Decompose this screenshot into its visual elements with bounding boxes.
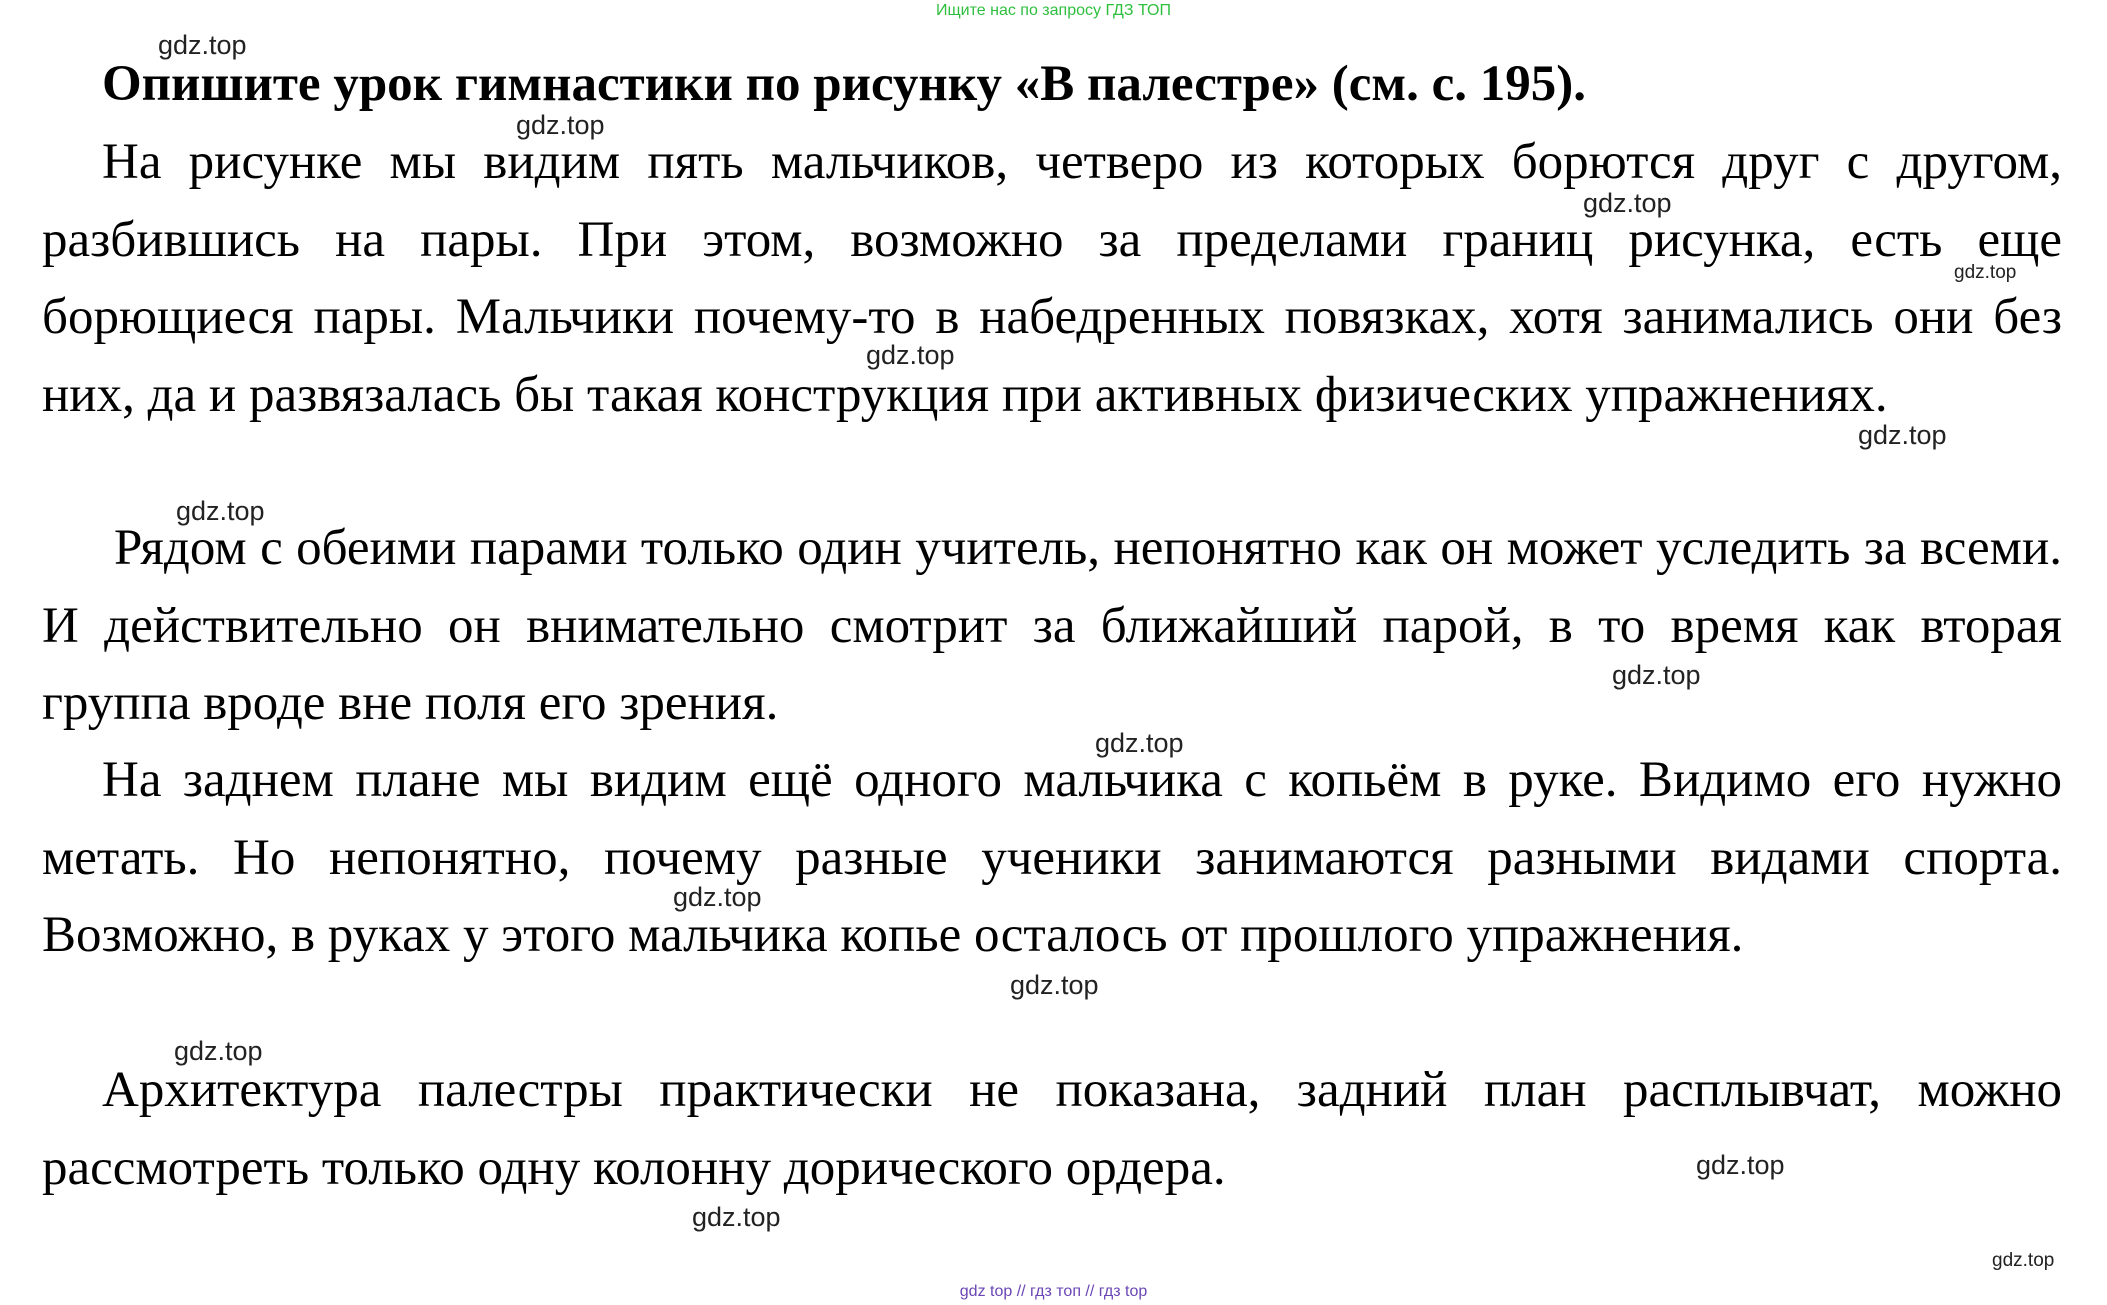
watermark: gdz.top [866, 340, 955, 370]
paragraph-4: Архитектура палестры практически не показана, задний план расплывчат, можно рассмотреть только одну колонну дорического ордера. [42, 1062, 2062, 1196]
watermark: gdz.top [1954, 262, 2017, 283]
watermark: gdz.top [673, 882, 762, 912]
watermark: gdz.top [1612, 660, 1701, 690]
bottom-banner: gdz top // гдз топ // гдз top [959, 1283, 1148, 1300]
watermark: gdz.top [176, 496, 265, 526]
page-title: Опишите урок гимнастики по рисунку «В палестре» (см. с. 195). [102, 56, 1586, 112]
watermark: gdz.top [516, 110, 605, 140]
paragraph-2: Рядом с обеими парами только один учитель, непонятно как он может уследить за всеми. И действительно он внимательно смотрит за ближайший парой, в то время как вторая группа вроде вне поля его зрения. [42, 520, 2062, 731]
watermark: gdz.top [174, 1036, 263, 1066]
paragraph-3: На заднем плане мы видим ещё одного мальчика с копьём в руке. Видимо его нужно метать. Но непонятно, почему разные ученики занимаются разными видами спорта. Возможно, в руках у этого мальчика копье осталось от прошлого упражнения. [42, 752, 2062, 963]
watermark: gdz.top [692, 1202, 781, 1232]
top-banner: Ищите нас по запросу ГДЗ ТОП [936, 2, 1171, 19]
watermark: gdz.top [1010, 970, 1099, 1000]
watermark: gdz.top [1992, 1250, 2055, 1271]
paragraph-1: На рисунке мы видим пять мальчиков, четверо из которых борются друг с другом, разбившись на пары. При этом, возможно за пределами границ рисунка, есть еще борющиеся пары. Мальчики почему-то в набедренных повязках, хотя занимались они без них, да и развязалась бы такая конструкция при активных физических упражнениях. [42, 134, 2062, 423]
watermark: gdz.top [158, 30, 247, 60]
watermark: gdz.top [1696, 1150, 1785, 1180]
watermark: gdz.top [1095, 728, 1184, 758]
watermark: gdz.top [1858, 420, 1947, 450]
watermark: gdz.top [1583, 188, 1672, 218]
